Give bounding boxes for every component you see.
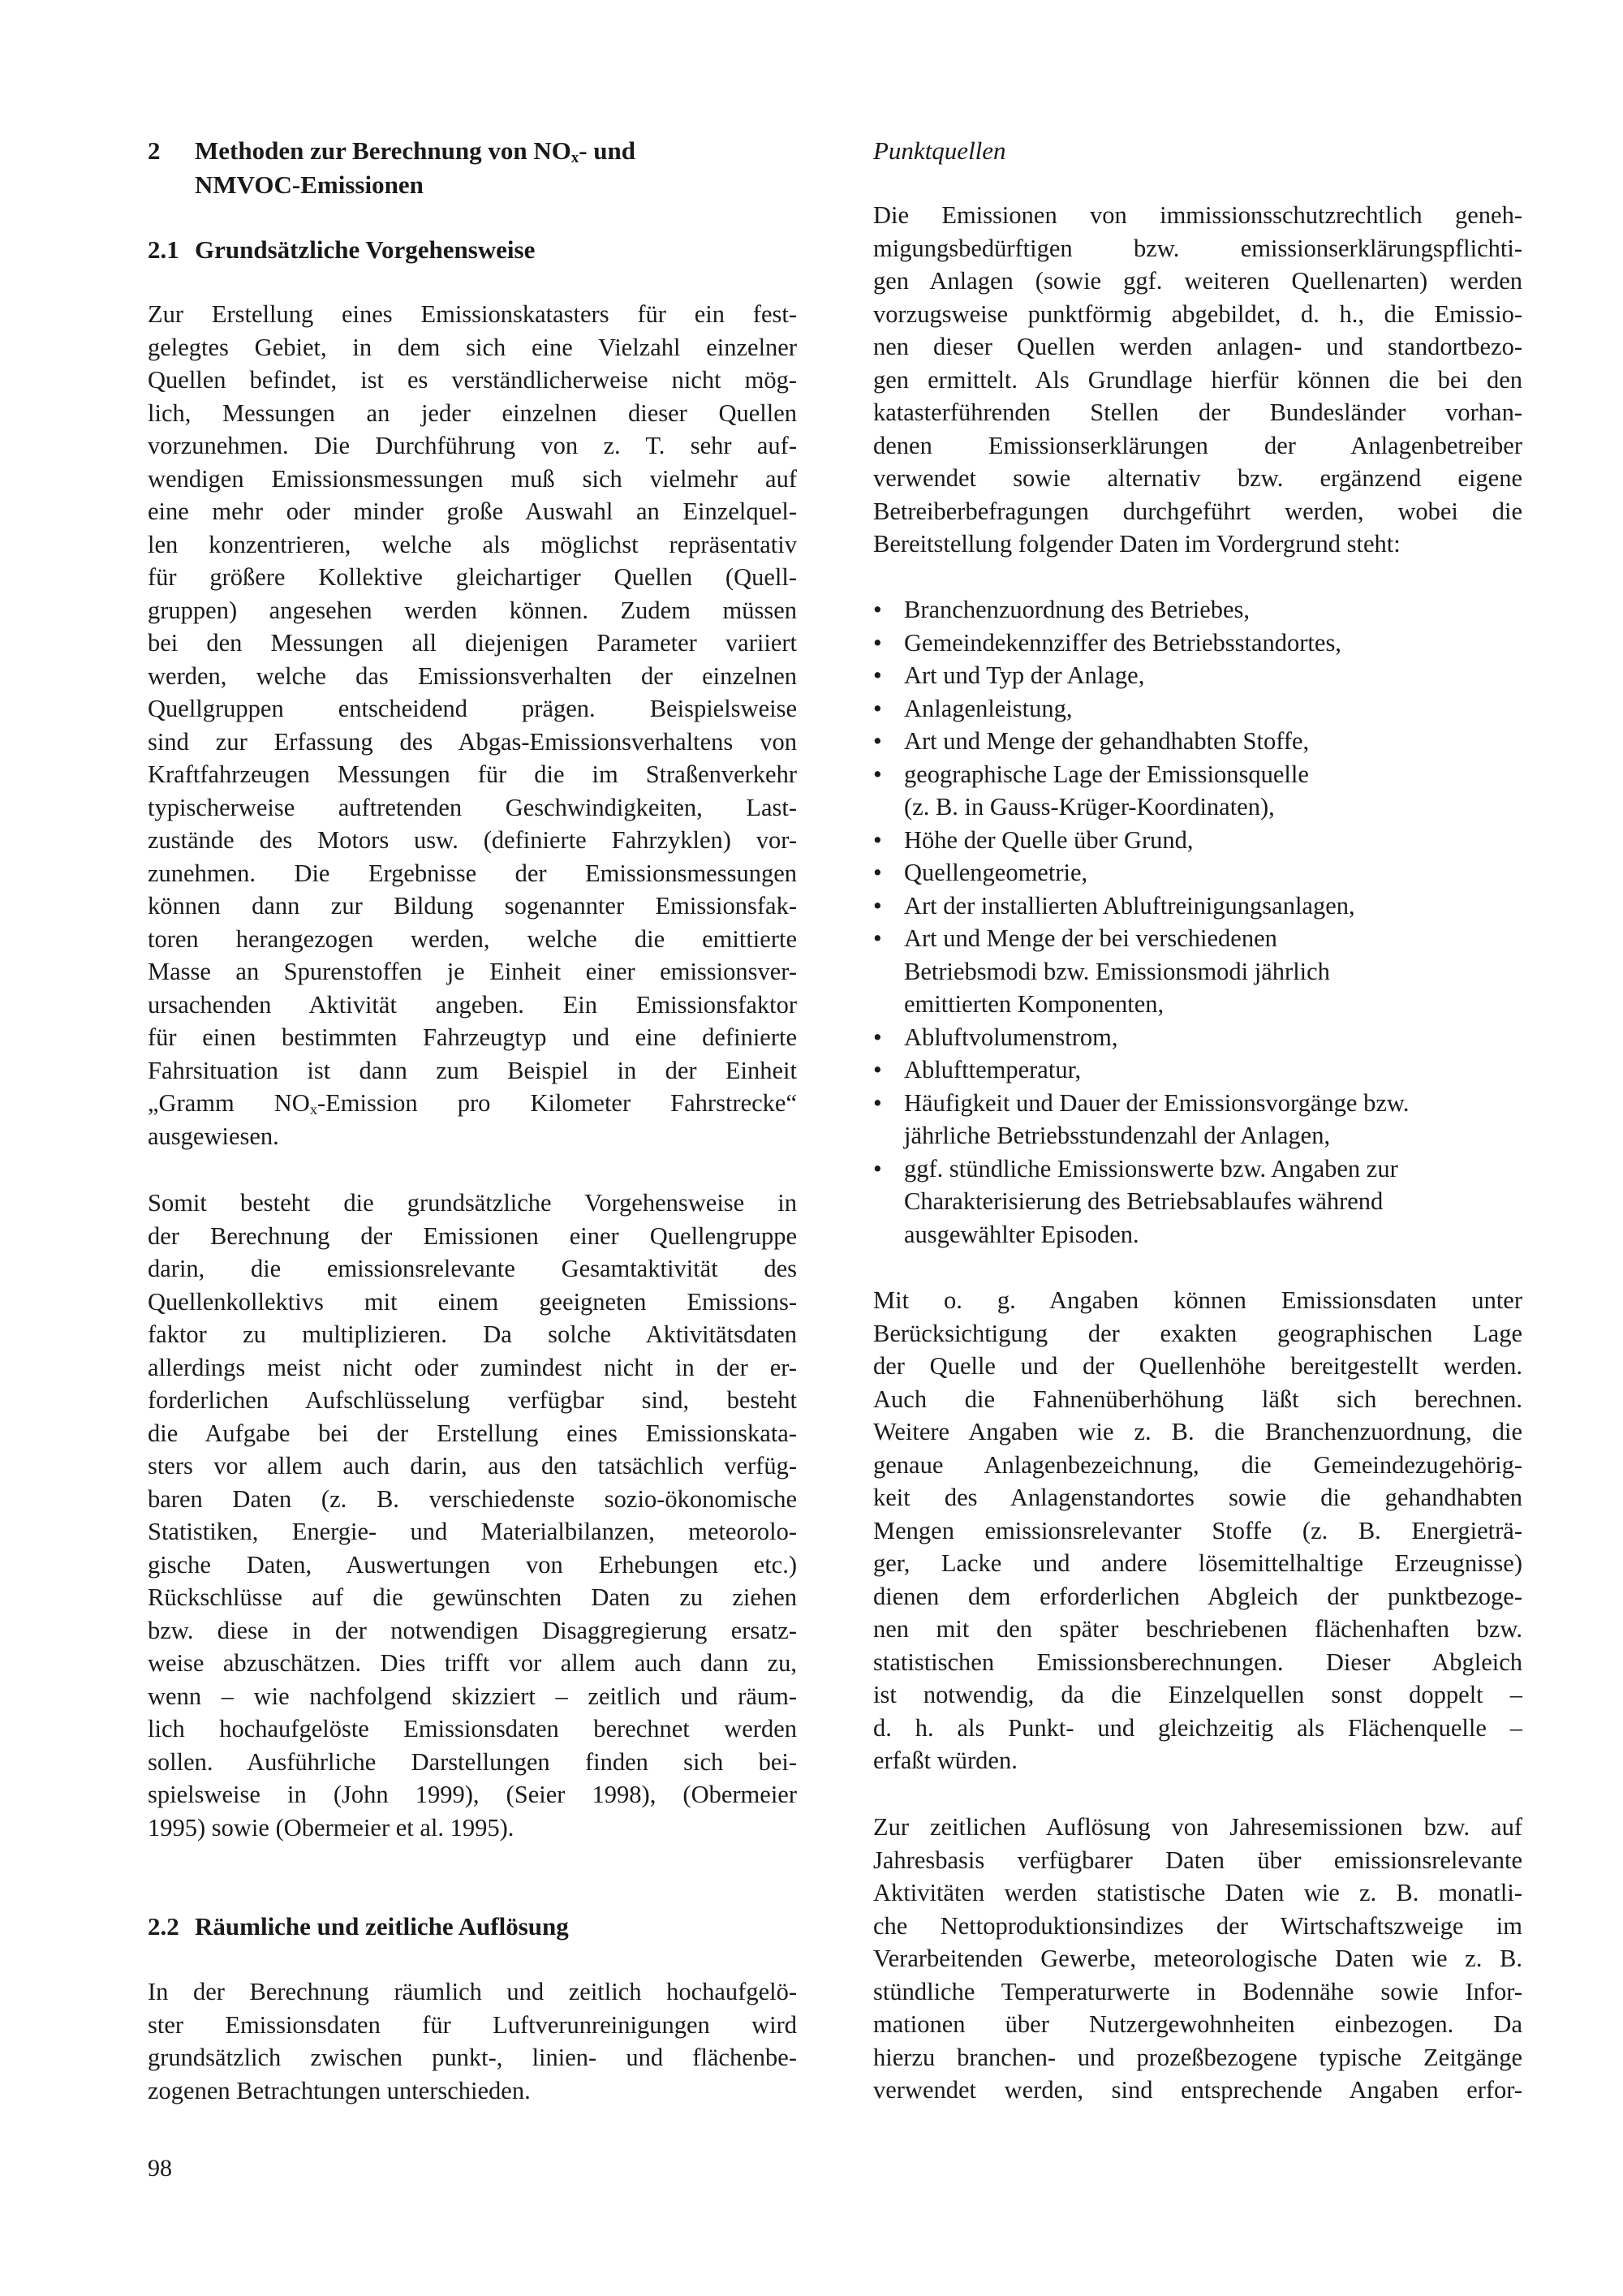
list-item (873, 922, 1522, 1021)
text-line: ist notwendig, da die Einzelquellen sonst doppelt – (873, 1681, 1522, 1708)
list-item-line: Branchenzuordnung des Betriebes, (904, 596, 1251, 623)
text-line: faktor zu multiplizieren. Da solche Aktivitätsdaten (148, 1320, 797, 1348)
text-line: statistischen Emissionsberechnungen. Dieser Abgleich (873, 1648, 1522, 1676)
bullet-icon: • (873, 924, 882, 952)
paragraph (148, 298, 797, 1152)
text-line: In der Berechnung räumlich und zeitlich hochaufgelö- (148, 1978, 797, 2005)
text-line: 1995) sowie (Obermeier et al. 1995). (148, 1813, 514, 1842)
list-item (873, 1087, 1522, 1152)
list-item-line: Betriebsmodi bzw. Emissionsmodi jährlich (904, 957, 1330, 985)
list-item-line: Art der installierten Abluftreinigungsanlagen, (904, 891, 1355, 920)
paragraph (873, 1284, 1522, 1777)
text-line: denen Emissionserklärungen der Anlagenbetreiber (873, 431, 1522, 459)
bullet-icon: • (873, 891, 882, 920)
list-item-line: jährliche Betriebsstundenzahl der Anlagen, (904, 1122, 1331, 1149)
bullet-icon: • (873, 760, 882, 788)
text-line: Somit besteht die grundsätzliche Vorgehensweise in (148, 1189, 797, 1217)
list-item-line: (z. B. in Gauss-Krüger-Koordinaten), (904, 793, 1275, 821)
text-line: ursachenden Aktivität angeben. Ein Emissionsfaktor (148, 990, 797, 1019)
text-line: zustände des Motors usw. (definierte Fahrzyklen) vor- (148, 826, 797, 854)
text-line: allerdings meist nicht oder zumindest nicht in der er- (148, 1353, 797, 1381)
section-number: 2.1 (148, 235, 179, 264)
text-line: gelegtes Gebiet, in dem sich eine Vielzahl einzelner (148, 333, 797, 361)
text-line: verwendet werden, sind entsprechende Angaben erfor- (873, 2076, 1522, 2104)
list-item-line: Quellengeometrie, (904, 859, 1088, 886)
bullet-icon: • (873, 825, 882, 854)
text-line: sollen. Ausführliche Darstellungen finden sich bei- (148, 1747, 797, 1776)
text-line: Bereitstellung folgender Daten im Vordergrund steht: (873, 530, 1401, 558)
text-line: darin, die emissionsrelevante Gesamtaktivität des (148, 1255, 797, 1282)
paragraph (873, 1811, 1522, 2107)
chapter-heading (148, 134, 797, 202)
text-line: baren Daten (z. B. verschiedenste sozio-ökonomische (148, 1484, 797, 1513)
list-item-line: Höhe der Quelle über Grund, (904, 825, 1194, 854)
text-line: Verarbeitenden Gewerbe, meteorologische Daten wie z. B. (873, 1945, 1522, 1972)
section-title: Grundsätzliche Vorgehensweise (195, 235, 536, 264)
text-line: wenn – wie nachfolgend skizziert – zeitlich und räum- (148, 1682, 797, 1710)
text-line: sind zur Erfassung des Abgas-Emissionsverhaltens von (148, 727, 797, 756)
bullet-icon: • (873, 727, 882, 755)
list-item-line: Abluftvolumenstrom, (904, 1023, 1118, 1051)
list-item-line: Häufigkeit und Dauer der Emissionsvorgänge bzw. (904, 1088, 1410, 1117)
bullet-icon: • (873, 1023, 882, 1051)
bullet-list (873, 593, 1522, 1251)
list-item (873, 1152, 1522, 1251)
text-line: keit des Anlagenstandortes sowie die gehandhabten (873, 1484, 1522, 1511)
text-line: zunehmen. Die Ergebnisse der Emissionsmessungen (148, 859, 797, 887)
section-heading-2-1 (148, 233, 797, 267)
subheading (873, 134, 1522, 168)
bullet-icon: • (873, 596, 882, 623)
text-line: ster Emissionsdaten für Luftverunreinigungen wird (148, 2010, 797, 2039)
text-line: che Nettoproduktionsindizes der Wirtschaftszweige im (873, 1911, 1522, 1940)
text-line: ausgewiesen. (148, 1122, 279, 1150)
list-item (873, 725, 1522, 758)
list-item-line: Art und Menge der gehandhabten Stoffe, (904, 727, 1310, 755)
chapter-title: Methoden zur Berechnung von $NO_x-$ und (195, 136, 635, 166)
list-item (873, 824, 1522, 857)
text-line: gen ermittelt. Als Grundlage hierfür können die bei den (873, 365, 1522, 394)
text-line: lich, Messungen an jeder einzelnen dieser Quellen (148, 398, 797, 427)
text-line: weise abzuschätzen. Dies trifft vor allem auch dann zu, (148, 1649, 797, 1677)
text-line: sters vor allem auch darin, aus den tatsächlich verfüg- (148, 1452, 797, 1480)
chapter-number: 2 (148, 136, 161, 165)
page-number: 98 (148, 2155, 172, 2182)
text-line: Quellen befindet, ist es verständlicherweise nicht mög- (148, 366, 797, 394)
text-line: Aktivitäten werden statistische Daten wie z. B. monatli- (873, 1879, 1522, 1906)
text-line: mationen über Nutzergewohnheiten einbezogen. Da (873, 2010, 1522, 2038)
text-line: werden, welche das Emissionsverhalten der einzelnen (148, 661, 797, 690)
text-line: migungsbedürftigen bzw. emissionserklärungspflichti- (873, 234, 1522, 262)
text-line: wendigen Emissionsmessungen muß sich vielmehr auf (148, 464, 797, 493)
text-line: Jahresbasis verfügbarer Daten über emissionsrelevante (873, 1846, 1522, 1874)
text-line: verwendet sowie alternativ bzw. ergänzend eigene (873, 464, 1522, 492)
paragraph (873, 199, 1522, 561)
text-line: Quellgruppen entscheidend prägen. Beispielsweise (148, 695, 797, 722)
section-title: Räumliche und zeitliche Auflösung (195, 1912, 569, 1941)
text-line: für größere Kollektive gleichartiger Quellen (Quell- (148, 563, 797, 591)
text-line: „Gramm $NO_x$-Emission pro Kilometer Fahrstrecke“ (148, 1089, 797, 1118)
list-item-line: Anlagenleistung, (904, 694, 1073, 722)
list-item-line: ausgewählter Episoden. (904, 1220, 1139, 1248)
text-line: bzw. diese in der notwendigen Disaggregierung ersatz- (148, 1616, 797, 1644)
text-line: Die Emissionen von immissionsschutzrechtlich geneh- (873, 201, 1522, 229)
text-line: bei den Messungen all diejenigen Parameter variiert (148, 629, 797, 657)
list-item (873, 758, 1522, 824)
text-line: der Berechnung der Emissionen einer Quellengruppe (148, 1221, 797, 1250)
text-line: zogenen Betrachtungen unterschieden. (148, 2076, 531, 2104)
list-item-line: geographische Lage der Emissionsquelle (904, 760, 1309, 788)
text-line: nen mit den später beschriebenen flächenhaften bzw. (873, 1615, 1522, 1643)
text-line: Masse an Spurenstoffen je Einheit einer emissionsver- (148, 958, 797, 985)
text-line: genaue Anlagenbezeichnung, die Gemeindezugehörig- (873, 1450, 1522, 1479)
text-line: erfaßt würden. (873, 1747, 1018, 1774)
text-line: grundsätzlich zwischen punkt-, linien- und flächenbe- (148, 2044, 797, 2071)
list-item (873, 1021, 1522, 1054)
text-line: hierzu branchen- und prozeßbezogene typische Zeitgänge (873, 2043, 1522, 2071)
text-line: typischerweise auftretenden Geschwindigkeiten, Last- (148, 793, 797, 821)
bullet-icon: • (873, 628, 882, 657)
section-heading-2-2 (148, 1910, 797, 1944)
text-line: die Aufgabe bei der Erstellung eines Emissionskata- (148, 1419, 797, 1447)
list-item-line: Art und Menge der bei verschiedenen (904, 924, 1277, 952)
text-line: d. h. als Punkt- und gleichzeitig als Flächenquelle – (873, 1713, 1522, 1742)
text-line: ger, Lacke und andere lösemittelhaltige Erzeugnisse) (873, 1549, 1522, 1577)
text-line: Kraftfahrzeugen Messungen für die im Straßenverkehr (148, 760, 797, 788)
bullet-icon: • (873, 1056, 882, 1083)
text-line: können dann zur Bildung sogenannter Emissionsfak- (148, 892, 797, 920)
text-line: toren herangezogen werden, welche die emittierte (148, 924, 797, 953)
bullet-icon: • (873, 1154, 882, 1182)
text-line: lich hochaufgelöste Emissionsdaten berechnet werden (148, 1715, 797, 1742)
bullet-icon: • (873, 1088, 882, 1117)
text-line: Fahrsituation ist dann zum Beispiel in der Einheit (148, 1056, 797, 1084)
text-line: gische Daten, Auswertungen von Erhebungen etc.) (148, 1550, 797, 1579)
list-item-line: Art und Typ der Anlage, (904, 661, 1145, 689)
text-line: Rückschlüsse auf die gewünschten Daten zu ziehen (148, 1583, 797, 1611)
text-line: spielsweise in (John 1999), (Seier 1998), (Obermeier (148, 1781, 797, 1808)
list-item (873, 593, 1522, 627)
list-item (873, 1053, 1522, 1087)
bullet-icon: • (873, 859, 882, 886)
bullet-icon: • (873, 694, 882, 722)
paragraph (148, 1975, 797, 2107)
list-item (873, 627, 1522, 660)
section-number: 2.2 (148, 1912, 179, 1941)
list-item (873, 692, 1522, 726)
list-item (873, 659, 1522, 692)
text-line: für einen bestimmten Fahrzeugtyp und eine definierte (148, 1023, 797, 1051)
list-item-line: Gemeindekennziffer des Betriebsstandortes, (904, 628, 1341, 657)
list-item-line: Charakterisierung des Betriebsablaufes während (904, 1187, 1384, 1215)
text-line: Betreiberbefragungen durchgeführt werden, wobei die (873, 497, 1522, 525)
text-line: len konzentrieren, welche als möglichst repräsentativ (148, 530, 797, 558)
text-line: Quellenkollektivs mit einem geeigneten Emissions- (148, 1287, 797, 1316)
subheading-text: Punktquellen (873, 136, 1006, 165)
text-line: Auch die Fahnenüberhöhung läßt sich berechnen. (873, 1385, 1522, 1413)
text-line: Mit o. g. Angaben können Emissionsdaten unter (873, 1286, 1522, 1314)
text-line: vorzunehmen. Die Durchführung von z. T. sehr auf- (148, 432, 797, 459)
text-line: Statistiken, Energie- und Materialbilanzen, meteorolo- (148, 1518, 797, 1545)
bullet-icon: • (873, 661, 882, 689)
text-line: der Quelle und der Quellenhöhe bereitgestellt werden. (873, 1352, 1522, 1380)
text-line: forderlichen Aufschlüsselung verfügbar sind, besteht (148, 1386, 797, 1414)
text-line: nen dieser Quellen werden anlagen- und standortbezo- (873, 333, 1522, 360)
text-line: Mengen emissionsrelevanter Stoffe (z. B. Energieträ- (873, 1516, 1522, 1544)
list-item-line: ggf. stündliche Emissionswerte bzw. Angaben zur (904, 1154, 1398, 1182)
text-line: gruppen) angesehen werden können. Zudem müssen (148, 596, 797, 624)
paragraph (148, 1187, 797, 1844)
text-line: Berücksichtigung der exakten geographischen Lage (873, 1319, 1522, 1347)
text-line: vorzugsweise punktförmig abgebildet, d. h., die Emissio- (873, 299, 1522, 328)
list-item-line: emittierten Komponenten, (904, 990, 1165, 1018)
list-item (873, 890, 1522, 923)
text-line: Zur Erstellung eines Emissionskatasters für ein fest- (148, 300, 797, 328)
text-line: eine mehr oder minder große Auswahl an Einzelquel- (148, 498, 797, 525)
text-line: Weitere Angaben wie z. B. die Branchenzuordnung, die (873, 1418, 1522, 1445)
text-line: Zur zeitlichen Auflösung von Jahresemissionen bzw. auf (873, 1813, 1522, 1841)
text-line: gen Anlagen (sowie ggf. weiteren Quellenarten) werden (873, 267, 1522, 295)
text-line: stündliche Temperaturwerte in Bodennähe sowie Infor- (873, 1977, 1522, 2005)
list-item-line: Ablufttemperatur, (904, 1056, 1082, 1083)
chapter-title-line2: NMVOC-Emissionen (195, 170, 424, 199)
list-item (873, 856, 1522, 890)
text-line: dienen dem erforderlichen Abgleich der punktbezoge- (873, 1582, 1522, 1610)
text-line: katasterführenden Stellen der Bundesländer vorhan- (873, 398, 1522, 426)
